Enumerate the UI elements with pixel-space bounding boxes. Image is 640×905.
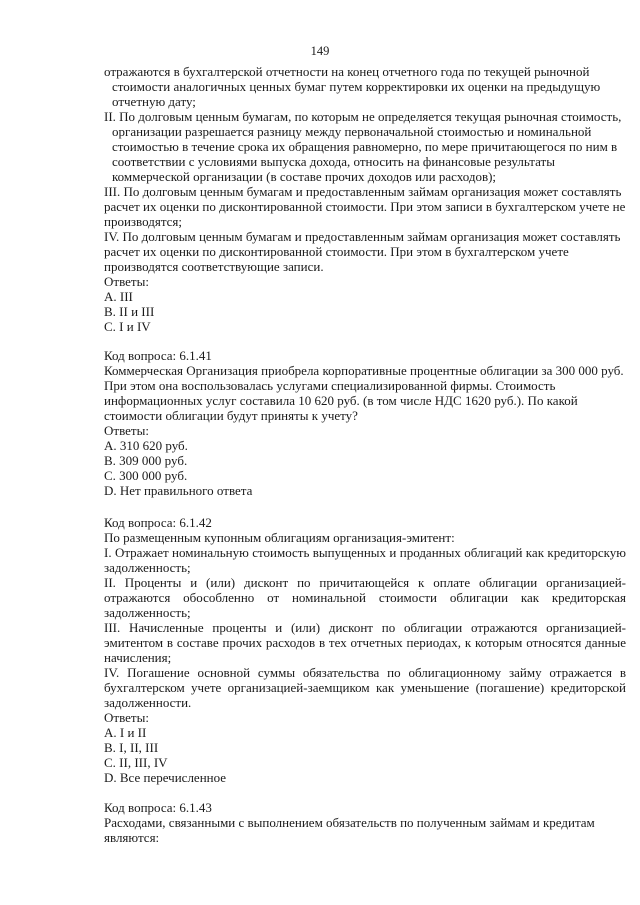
text-line: По размещенным купонным облигациям организация-эмитент: bbox=[104, 530, 455, 545]
text-line: III. По долговым ценным бумагам и предоставленным займам организация может составлять bbox=[104, 184, 622, 199]
text-line: B. II и III bbox=[104, 304, 155, 319]
paragraph-gap bbox=[104, 334, 626, 348]
question-block bbox=[104, 800, 626, 845]
text-line: отражаются в бухгалтерской отчетности на конец отчетного года по текущей рыночной bbox=[104, 64, 590, 79]
text-line: являются: bbox=[104, 830, 160, 845]
text-line: D. Все перечисленное bbox=[104, 770, 227, 785]
question-block bbox=[104, 348, 626, 498]
paragraph-gap bbox=[104, 785, 626, 800]
text-line: При этом она воспользовалась услугами специализированной фирмы. Стоимость bbox=[104, 378, 556, 393]
text-line: Код вопроса: 6.1.41 bbox=[104, 348, 212, 363]
text-line: коммерческой организации (в составе прочих доходов или расходов); bbox=[112, 169, 497, 184]
text-line: Код вопроса: 6.1.42 bbox=[104, 515, 212, 530]
page-number: 149 bbox=[310, 44, 330, 58]
text-line: B. 309 000 руб. bbox=[104, 453, 188, 468]
text-line: стоимости облигации будут приняты к учету? bbox=[104, 408, 358, 423]
question-block bbox=[104, 64, 626, 334]
text-line: задолженность; bbox=[104, 560, 191, 575]
text-line: отражаются обособленно от номинальной стоимости облигации как кредиторская bbox=[104, 590, 626, 605]
text-line: производятся соответствующие записи. bbox=[104, 259, 324, 274]
text-line: C. 300 000 руб. bbox=[104, 468, 188, 483]
text-line: задолженности. bbox=[104, 695, 192, 710]
text-line: расчет их оценки по дисконтированной стоимости. При этом в бухгалтерском учете bbox=[104, 244, 569, 259]
text-line: Код вопроса: 6.1.43 bbox=[104, 800, 212, 815]
question-block bbox=[104, 515, 626, 785]
text-line: I. Отражает номинальную стоимость выпущенных и проданных облигаций как кредиторскую bbox=[104, 545, 626, 560]
text-line: A. 310 620 руб. bbox=[104, 438, 188, 453]
text-line: Ответы: bbox=[104, 274, 149, 289]
text-line: C. II, III, IV bbox=[104, 755, 168, 770]
text-line: информационных услуг составила 10 620 руб. (в том числе НДС 1620 руб.). По какой bbox=[104, 393, 578, 408]
text-line: стоимости аналогичных ценных бумаг путем корректировки их оценки на предыдущую bbox=[112, 79, 601, 94]
text-line: C. I и IV bbox=[104, 319, 151, 334]
text-line: A. III bbox=[104, 289, 133, 304]
text-line: II. По долговым ценным бумагам, по которым не определяется текущая рыночная стоимость, bbox=[104, 109, 622, 124]
text-line: стоимостью в течение срока их обращения равномерно, по мере причитающегося по ним в bbox=[112, 139, 618, 154]
text-line: Коммерческая Организация приобрела корпоративные процентные облигации за 300 000 руб. bbox=[104, 363, 624, 378]
text-line: D. Нет правильного ответа bbox=[104, 483, 253, 498]
text-line: производятся; bbox=[104, 214, 183, 229]
text-line: III. Начисленные проценты и (или) дисконт по облигации отражаются организацией- bbox=[104, 620, 626, 635]
text-line: IV. По долговым ценным бумагам и предоставленным займам организация может составлять bbox=[104, 229, 621, 244]
text-line: организации разрешается разницу между первоначальной стоимостью и номинальной bbox=[112, 124, 592, 139]
text-line: Расходами, связанными с выполнением обязательств по полученным займам и кредитам bbox=[104, 815, 595, 830]
text-line: задолженность; bbox=[104, 605, 191, 620]
text-line: начисления; bbox=[104, 650, 172, 665]
text-line: II. Проценты и (или) дисконт по причитающейся к оплате облигации организацией- bbox=[104, 575, 626, 590]
text-line: расчет их оценки по дисконтированной стоимости. При этом записи в бухгалтерском учете не bbox=[104, 199, 626, 214]
text-line: Ответы: bbox=[104, 710, 149, 725]
paragraph-gap bbox=[104, 498, 626, 515]
text-line: бухгалтерском учете организацией-заемщиком как уменьшение (погашение) кредиторской bbox=[104, 680, 626, 695]
text-line: B. I, II, III bbox=[104, 740, 159, 755]
text-line: A. I и II bbox=[104, 725, 147, 740]
text-line: отчетную дату; bbox=[112, 94, 196, 109]
text-line: эмитентом в составе прочих расходов в тех отчетных периодах, к которым относятся данные bbox=[104, 635, 626, 650]
text-line: IV. Погашение основной суммы обязательства по облигационному займу отражается в bbox=[104, 665, 626, 680]
text-line: Ответы: bbox=[104, 423, 149, 438]
text-line: соответствии с условиями выпуска дохода, относить на финансовые результаты bbox=[112, 154, 555, 169]
document-body bbox=[104, 64, 626, 845]
